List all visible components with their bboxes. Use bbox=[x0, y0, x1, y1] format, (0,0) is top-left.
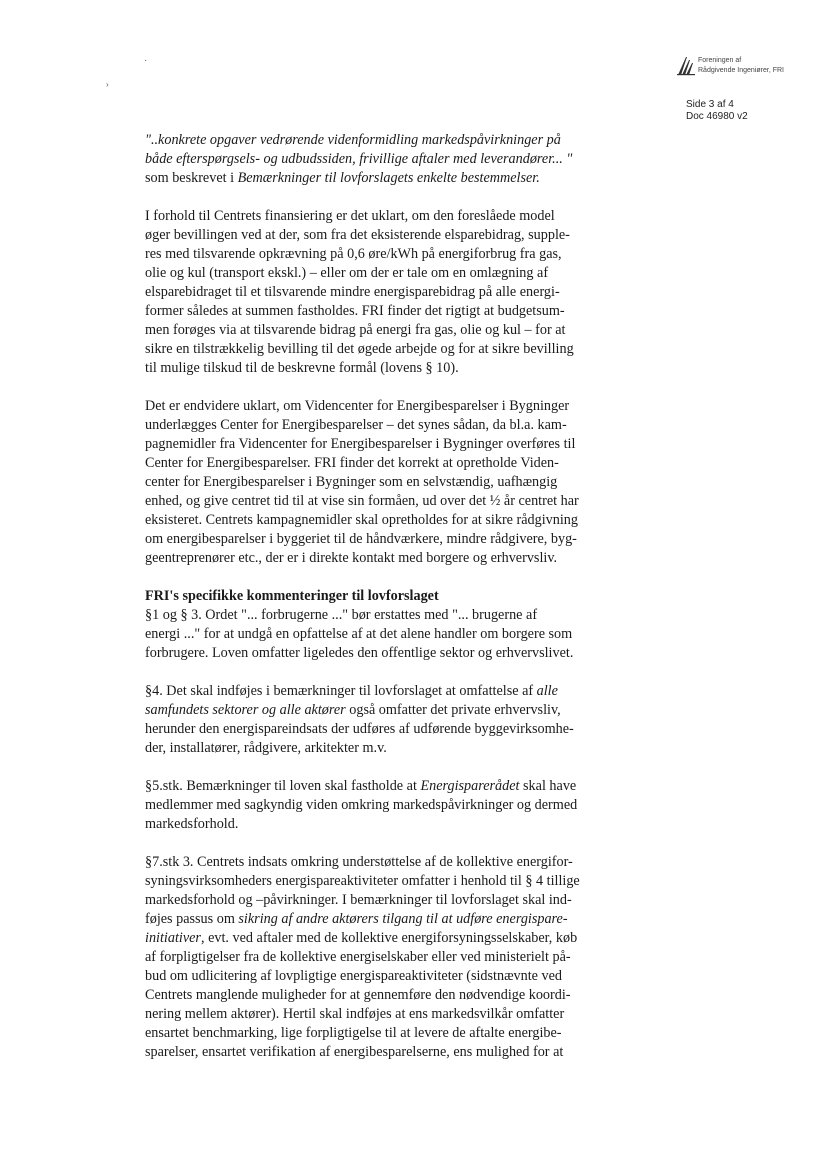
paragraph-line: eksisteret. Centrets kampagnemidler skal opretholdes for at sikre rådgivning bbox=[145, 512, 578, 528]
paragraph-line: former således at summen fastholdes. FRI finder det rigtigt at budgetsum- bbox=[145, 303, 565, 319]
quote-tail-reference: Bemærkninger til lovforslagets enkelte bestemmelser. bbox=[237, 170, 540, 186]
paragraph-line bbox=[145, 910, 665, 929]
quote-paragraph bbox=[145, 131, 665, 188]
logo-text bbox=[698, 56, 784, 76]
quote-tail bbox=[145, 169, 665, 188]
paragraph-line: Centrets manglende muligheder for at gennemføre den nødvendige koordi- bbox=[145, 987, 571, 1003]
paragraph-line: underlægges Center for Energibesparelser – det synes sådan, da bl.a. kam- bbox=[145, 417, 567, 433]
paragraph-line: om energibesparelser i byggeriet til de håndværkere, mindre rådgivere, byg- bbox=[145, 531, 577, 547]
italic-run: samfundets sektorer og alle aktører bbox=[145, 702, 346, 718]
document-number: Doc 46980 v2 bbox=[686, 111, 748, 122]
paragraph-line bbox=[145, 929, 665, 948]
text-run: §5.stk. Bemærkninger til loven skal fastholde at bbox=[145, 778, 421, 794]
italic-run: Energisparerådet bbox=[420, 778, 520, 794]
paragraph-line: sikre en tilstrækkelig bevilling til det øgede arbejde og for at sikre bevilling bbox=[145, 341, 574, 357]
paragraph-line: I forhold til Centrets finansiering er det uklart, om den foreslåede model bbox=[145, 208, 555, 224]
quote-line: både efterspørgsels- og udbudssiden, frivillige aftaler med leverandører... " bbox=[145, 151, 573, 167]
paragraph-line: sparelser, ensartet verifikation af energibesparelserne, ens mulighed for at bbox=[145, 1044, 564, 1060]
section-title: FRI's specifikke kommenteringer til lovforslaget bbox=[145, 588, 439, 604]
section-specific-comments bbox=[145, 587, 665, 663]
fri-logo-mark-icon bbox=[676, 54, 696, 76]
paragraph-line: pagnemidler fra Videncenter for Energibesparelser i Bygninger overføres til bbox=[145, 436, 576, 452]
paragraph-line: bud om udlicitering af lovpligtige energispareaktiviteter (sidstnævnte ved bbox=[145, 968, 562, 984]
section-7-paragraph bbox=[145, 853, 665, 1062]
paragraph-line: energi ..." for at undgå en opfattelse af at det alene handler om borgere som bbox=[145, 626, 573, 642]
paragraph-line: Det er endvidere uklart, om Videncenter for Energibesparelser i Bygninger bbox=[145, 398, 570, 414]
paragraph-line: medlemmer med sagkyndig viden omkring markedspåvirkninger og dermed bbox=[145, 797, 578, 813]
text-run: , evt. ved aftaler med de kollektive energiforsyningsselskaber, køb bbox=[200, 930, 578, 946]
text-run: skal have bbox=[519, 778, 577, 794]
text-run: §4. Det skal indføjes i bemærkninger til lovforslaget at omfattelse af bbox=[145, 683, 537, 699]
paragraph-line: ensartet benchmarking, lige forpligtigelse til at levere de aftalte energibe- bbox=[145, 1025, 562, 1041]
paragraph-line: herunder den energispareindsats der udføres af udførende byggevirksomhe- bbox=[145, 721, 574, 737]
paragraph-line bbox=[145, 777, 665, 796]
paragraph-line: enhed, og give centret tid til at vise sin formåen, ud over det ½ år centret har bbox=[145, 493, 579, 509]
section-4-paragraph bbox=[145, 682, 665, 758]
paragraph-line: men forøges via at tilsvarende bidrag på energi fra gas, olie og kul – for at bbox=[145, 322, 566, 338]
financing-paragraph bbox=[145, 207, 665, 378]
logo-line-1: Foreningen af bbox=[698, 57, 742, 64]
page-number: Side 3 af 4 bbox=[686, 99, 734, 110]
page-meta bbox=[686, 99, 748, 123]
quote-tail-prefix: som beskrevet i bbox=[145, 170, 238, 186]
italic-run: sikring af andre aktørers tilgang til at udføre energispare- bbox=[238, 911, 568, 927]
paragraph-line: Center for Energibesparelser. FRI finder det korrekt at opretholde Viden- bbox=[145, 455, 559, 471]
logo-line-2: Rådgivende Ingeniører, FRI bbox=[698, 67, 784, 74]
paragraph-line: olie og kul (transport ekskl.) – eller om der er tale om en omlægning af bbox=[145, 265, 549, 281]
fri-logo bbox=[676, 52, 821, 82]
letter-body bbox=[145, 131, 665, 1062]
paragraph-line: til mulige tilskud til de beskrevne formål (lovens § 10). bbox=[145, 360, 459, 376]
section-5-paragraph bbox=[145, 777, 665, 834]
italic-run: initiativer bbox=[145, 930, 201, 946]
paragraph-line: geentreprenører etc., der er i direkte kontakt med borgere og erhvervsliv. bbox=[145, 550, 558, 566]
paragraph-line: center for Energibesparelser i Bygninger som en selvstændig, uafhængig bbox=[145, 474, 558, 490]
paragraph-line bbox=[145, 682, 665, 701]
paragraph-line: markedsforhold. bbox=[145, 816, 239, 832]
paragraph-line: §1 og § 3. Ordet "... forbrugerne ..." bør erstattes med "... brugerne af bbox=[145, 607, 538, 623]
paragraph-line: elsparebidraget til et tilsvarende mindre energisparebidrag på alle energi- bbox=[145, 284, 560, 300]
paragraph-line: markedsforhold og –påvirkninger. I bemærkninger til lovforslaget skal ind- bbox=[145, 892, 572, 908]
paragraph-line: forbrugere. Loven omfatter ligeledes den offentlige sektor og erhvervslivet. bbox=[145, 645, 574, 661]
scan-speck-mark: › bbox=[106, 80, 109, 89]
paragraph-line: syningsvirksomheders energispareaktiviteter omfatter i henhold til § 4 tillige bbox=[145, 873, 580, 889]
text-run: også omfatter det private erhvervsliv, bbox=[345, 702, 561, 718]
paragraph-line: res med tilsvarende opkrævning på 0,6 øre/kWh på energiforbrug fra gas, bbox=[145, 246, 562, 262]
paragraph-line: øger bevillingen ved at der, som fra det eksisterende elsparebidrag, supple- bbox=[145, 227, 570, 243]
paragraph-line: §7.stk 3. Centrets indsats omkring understøttelse af de kollektive energifor- bbox=[145, 854, 573, 870]
paragraph-line: der, installatører, rådgivere, arkitekter m.v. bbox=[145, 740, 387, 756]
paragraph-line: af forpligtigelser fra de kollektive energiselskaber eller ved ministerielt på- bbox=[145, 949, 571, 965]
paragraph-line: nering mellem aktører). Hertil skal indføjes at ens markedsvilkår omfatter bbox=[145, 1006, 565, 1022]
italic-run: alle bbox=[536, 683, 558, 699]
text-run: føjes passus om bbox=[145, 911, 239, 927]
scan-speck: · bbox=[144, 55, 148, 66]
videncenter-paragraph bbox=[145, 397, 665, 568]
quote-line: "..konkrete opgaver vedrørende videnformidling markedspåvirkninger på bbox=[145, 132, 561, 148]
paragraph-line bbox=[145, 701, 665, 720]
